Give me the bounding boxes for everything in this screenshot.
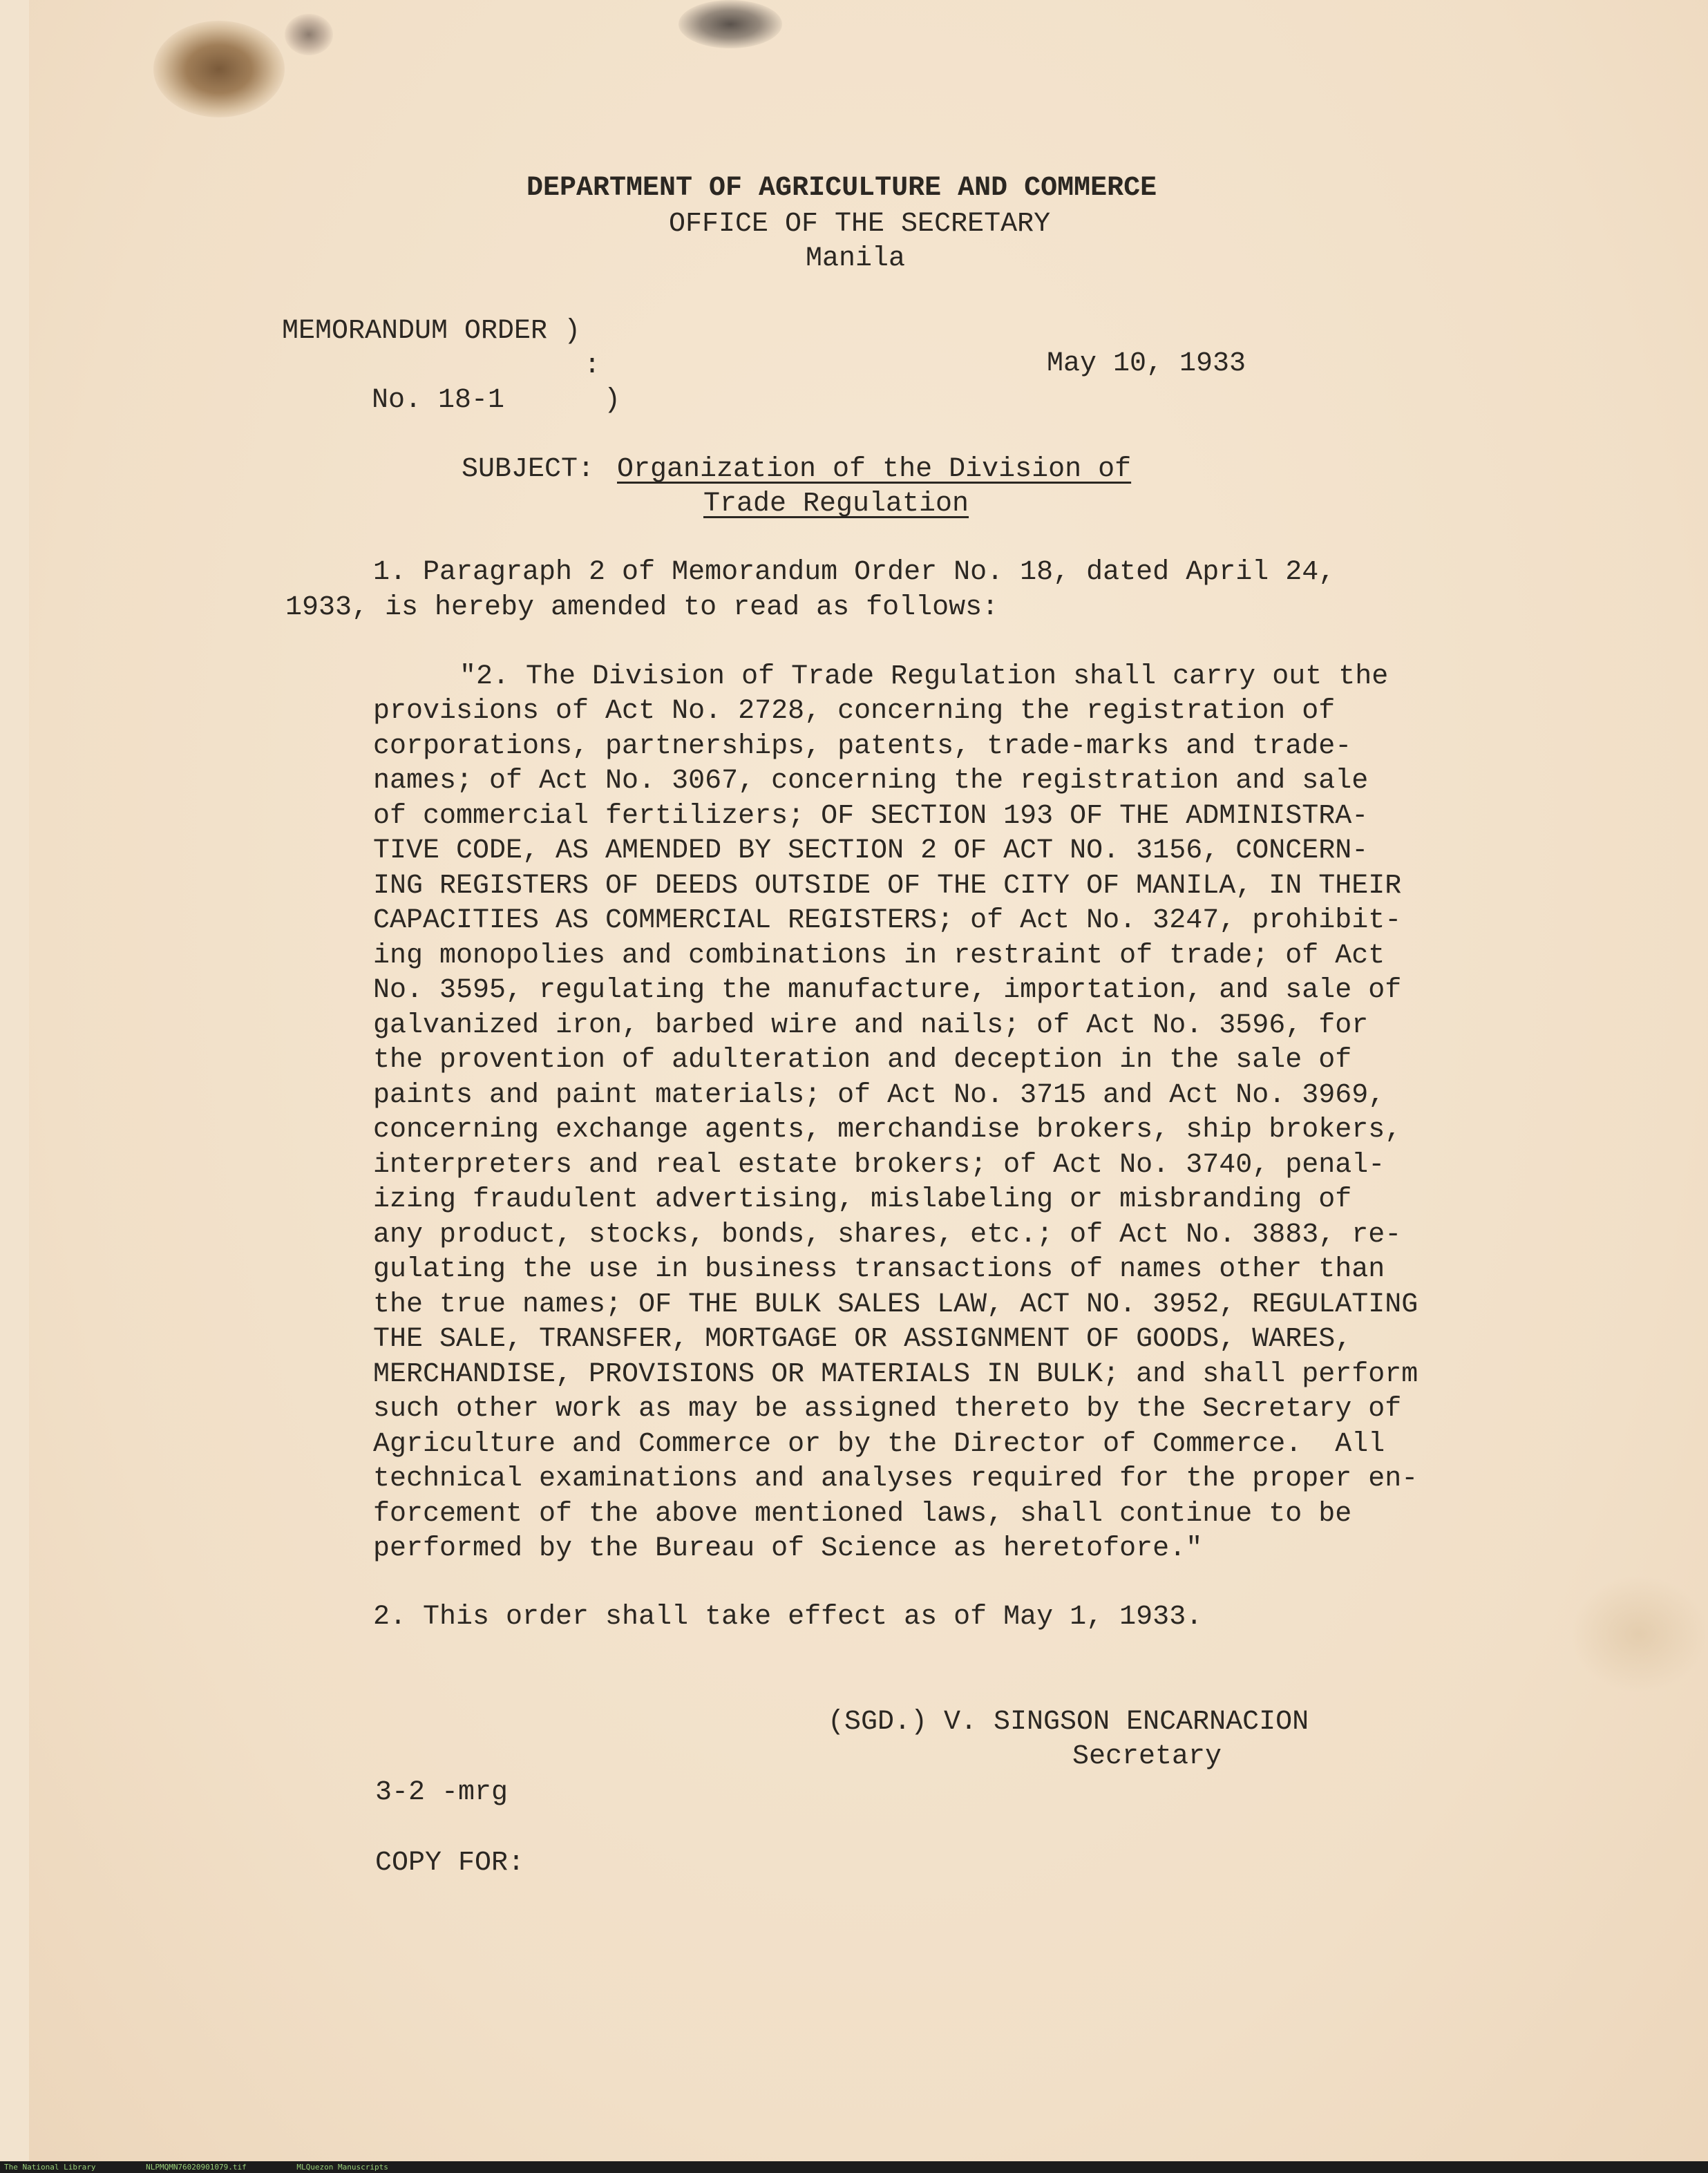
quoted-line: forcement of the above mentioned laws, shall continue to be <box>373 1499 1352 1530</box>
quoted-line: interpreters and real estate brokers; of Act No. 3740, penal- <box>373 1150 1385 1181</box>
quoted-line: the true names; OF THE BULK SALES LAW, ACT NO. 3952, REGULATING <box>373 1289 1418 1320</box>
signature-name: (SGD.) V. SINGSON ENCARNACION <box>828 1707 1309 1738</box>
signature-title: Secretary <box>1072 1741 1222 1772</box>
city-heading: Manila <box>806 243 906 274</box>
quoted-line: concerning exchange agents, merchandise brokers, ship brokers, <box>373 1114 1402 1146</box>
quoted-line: corporations, partnerships, patents, trade-marks and trade- <box>373 731 1352 762</box>
quoted-line: No. 3595, regulating the manufacture, importation, and sale of <box>373 975 1402 1006</box>
quoted-line: provisions of Act No. 2728, concerning the registration of <box>373 696 1336 727</box>
footer-collection: MLQuezon Manuscripts <box>296 2163 388 2172</box>
subject-line-1: Organization of the Division of <box>617 454 1132 485</box>
footer-file: NLPMQMN76020901079.tif <box>146 2163 247 2172</box>
quoted-line: Agriculture and Commerce or by the Director of Commerce. All <box>373 1429 1385 1460</box>
quoted-line: paints and paint materials; of Act No. 3715 and Act No. 3969, <box>373 1080 1385 1111</box>
stain-top-center <box>679 0 782 48</box>
paragraph-2: 2. This order shall take effect as of May 1, 1933. <box>373 1602 1203 1633</box>
quoted-line: ing monopolies and combinations in restraint of trade; of Act <box>373 940 1385 971</box>
quoted-line: gulating the use in business transactions of names other than <box>373 1254 1385 1285</box>
quoted-line: performed by the Bureau of Science as heretofore." <box>373 1533 1203 1564</box>
archive-footer <box>0 2161 1708 2173</box>
quoted-line: such other work as may be assigned thereto by the Secretary of <box>373 1394 1402 1425</box>
memo-order-colon: : <box>584 350 601 381</box>
quoted-line: of commercial fertilizers; OF SECTION 193 OF THE ADMINISTRA- <box>373 801 1369 832</box>
department-heading: DEPARTMENT OF AGRICULTURE AND COMMERCE <box>526 173 1157 204</box>
subject-label: SUBJECT: <box>462 454 595 485</box>
burn-stain-top-left <box>153 21 285 117</box>
quoted-line: technical examinations and analyses required for the proper en- <box>373 1463 1418 1494</box>
stain-right-middle <box>1570 1575 1708 1693</box>
paragraph-1-line-1: 1. Paragraph 2 of Memorandum Order No. 18, dated April 24, <box>373 557 1336 588</box>
memo-order-number: No. 18-1 ) <box>372 385 621 416</box>
office-heading: OFFICE OF THE SECRETARY <box>669 209 1051 240</box>
copy-for-label: COPY FOR: <box>375 1848 525 1879</box>
quoted-line: izing fraudulent advertising, mislabeling or misbranding of <box>373 1184 1352 1215</box>
memo-order-label: MEMORANDUM ORDER ) <box>282 316 581 347</box>
quoted-line: the provention of adulteration and deception in the sale of <box>373 1045 1352 1076</box>
subject-line-2: Trade Regulation <box>703 488 969 520</box>
paragraph-1-line-2: 1933, is hereby amended to read as follows: <box>285 592 999 623</box>
quoted-line: TIVE CODE, AS AMENDED BY SECTION 2 OF ACT NO. 3156, CONCERN- <box>373 835 1369 866</box>
memo-date: May 10, 1933 <box>1047 348 1246 379</box>
footer-library: The National Library <box>4 2163 96 2172</box>
quoted-line: "2. The Division of Trade Regulation shall carry out the <box>459 661 1389 692</box>
quoted-line: CAPACITIES AS COMMERCIAL REGISTERS; of Act No. 3247, prohibit- <box>373 905 1402 936</box>
reference-initials: 3-2 -mrg <box>375 1777 509 1808</box>
stain-top-left-small <box>285 14 333 55</box>
quoted-line: names; of Act No. 3067, concerning the registration and sale <box>373 766 1369 797</box>
quoted-line: ING REGISTERS OF DEEDS OUTSIDE OF THE CITY OF MANILA, IN THEIR <box>373 871 1402 902</box>
quoted-line: galvanized iron, barbed wire and nails; of Act No. 3596, for <box>373 1010 1369 1041</box>
quoted-line: MERCHANDISE, PROVISIONS OR MATERIALS IN BULK; and shall perform <box>373 1359 1418 1390</box>
quoted-line: THE SALE, TRANSFER, MORTGAGE OR ASSIGNMENT OF GOODS, WARES, <box>373 1324 1352 1355</box>
quoted-line: any product, stocks, bonds, shares, etc.; of Act No. 3883, re- <box>373 1220 1402 1251</box>
